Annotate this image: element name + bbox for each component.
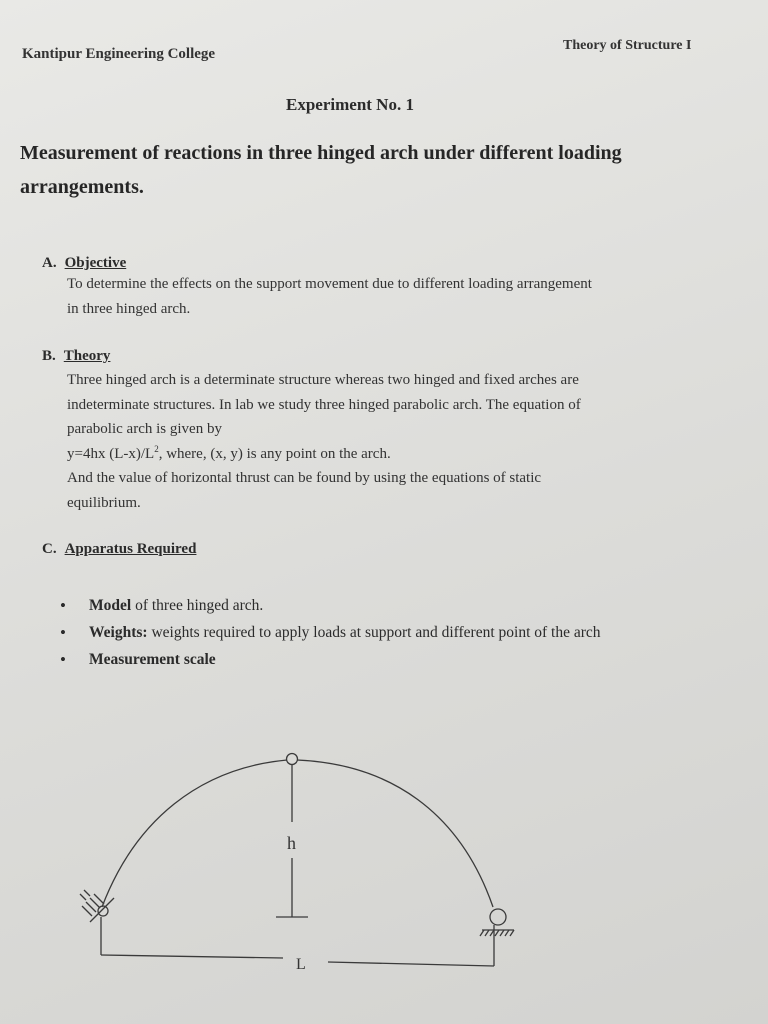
item-bold: Model — [89, 597, 132, 614]
experiment-title: Experiment No. 1 — [286, 95, 414, 114]
objective-line: in three hinged arch. — [67, 300, 191, 317]
item-text: weights required to apply loads at support and different point of the arch — [147, 624, 601, 641]
hatch — [505, 930, 509, 936]
course-name: Theory of Structure I — [563, 38, 692, 53]
section-c-label: C. — [42, 541, 57, 557]
hatch — [82, 906, 92, 916]
equation-suffix: , where, (x, y) is any point on the arch. — [158, 445, 391, 462]
equation-prefix: y=4hx (L-x)/L — [67, 445, 155, 462]
height-label: h — [287, 833, 296, 853]
span-label: L — [296, 956, 306, 973]
section-c-title: Apparatus Required — [64, 541, 197, 557]
item-text: of three hinged arch. — [131, 597, 264, 614]
crown-hinge — [287, 754, 298, 765]
hatch — [485, 930, 489, 936]
hatch — [495, 930, 499, 936]
section-a-title: Objective — [64, 255, 127, 271]
theory-line: And the value of horizontal thrust can be found by using the equations of static — [67, 470, 542, 486]
equation-superscript: 2 — [154, 443, 159, 454]
item-bold: Weights: — [89, 624, 148, 641]
section-b-title: Theory — [63, 348, 111, 364]
theory-line: Three hinged arch is a determinate structure whereas two hinged and fixed arches are — [67, 372, 579, 388]
objective-line: To determine the effects on the support movement due to different loading arrangement — [67, 276, 592, 292]
hatch — [86, 902, 96, 912]
span-line — [101, 955, 283, 958]
section-b-label: B. — [42, 348, 56, 364]
college-name: Kantipur Engineering College — [22, 46, 216, 62]
item-bold: Measurement scale — [89, 651, 216, 668]
main-title: Measurement of reactions in three hinged arch under different loading arrangements. — [20, 142, 622, 198]
hatch — [90, 898, 100, 908]
arch-curve — [102, 760, 287, 907]
hatch — [500, 930, 504, 936]
theory-line: equilibrium. — [67, 494, 141, 511]
hatch — [94, 894, 104, 904]
theory-line: parabolic arch is given by — [67, 421, 222, 437]
theory-line: indeterminate structures. In lab we study three hinged parabolic arch. The equation of — [67, 396, 581, 413]
hatch — [84, 890, 90, 896]
span-line — [328, 962, 494, 966]
arch-curve — [297, 760, 493, 907]
section-a-label: A. — [42, 255, 57, 271]
hatch — [510, 930, 514, 936]
hatch — [80, 894, 86, 900]
hatch — [480, 930, 484, 936]
right-hinge — [490, 909, 506, 925]
